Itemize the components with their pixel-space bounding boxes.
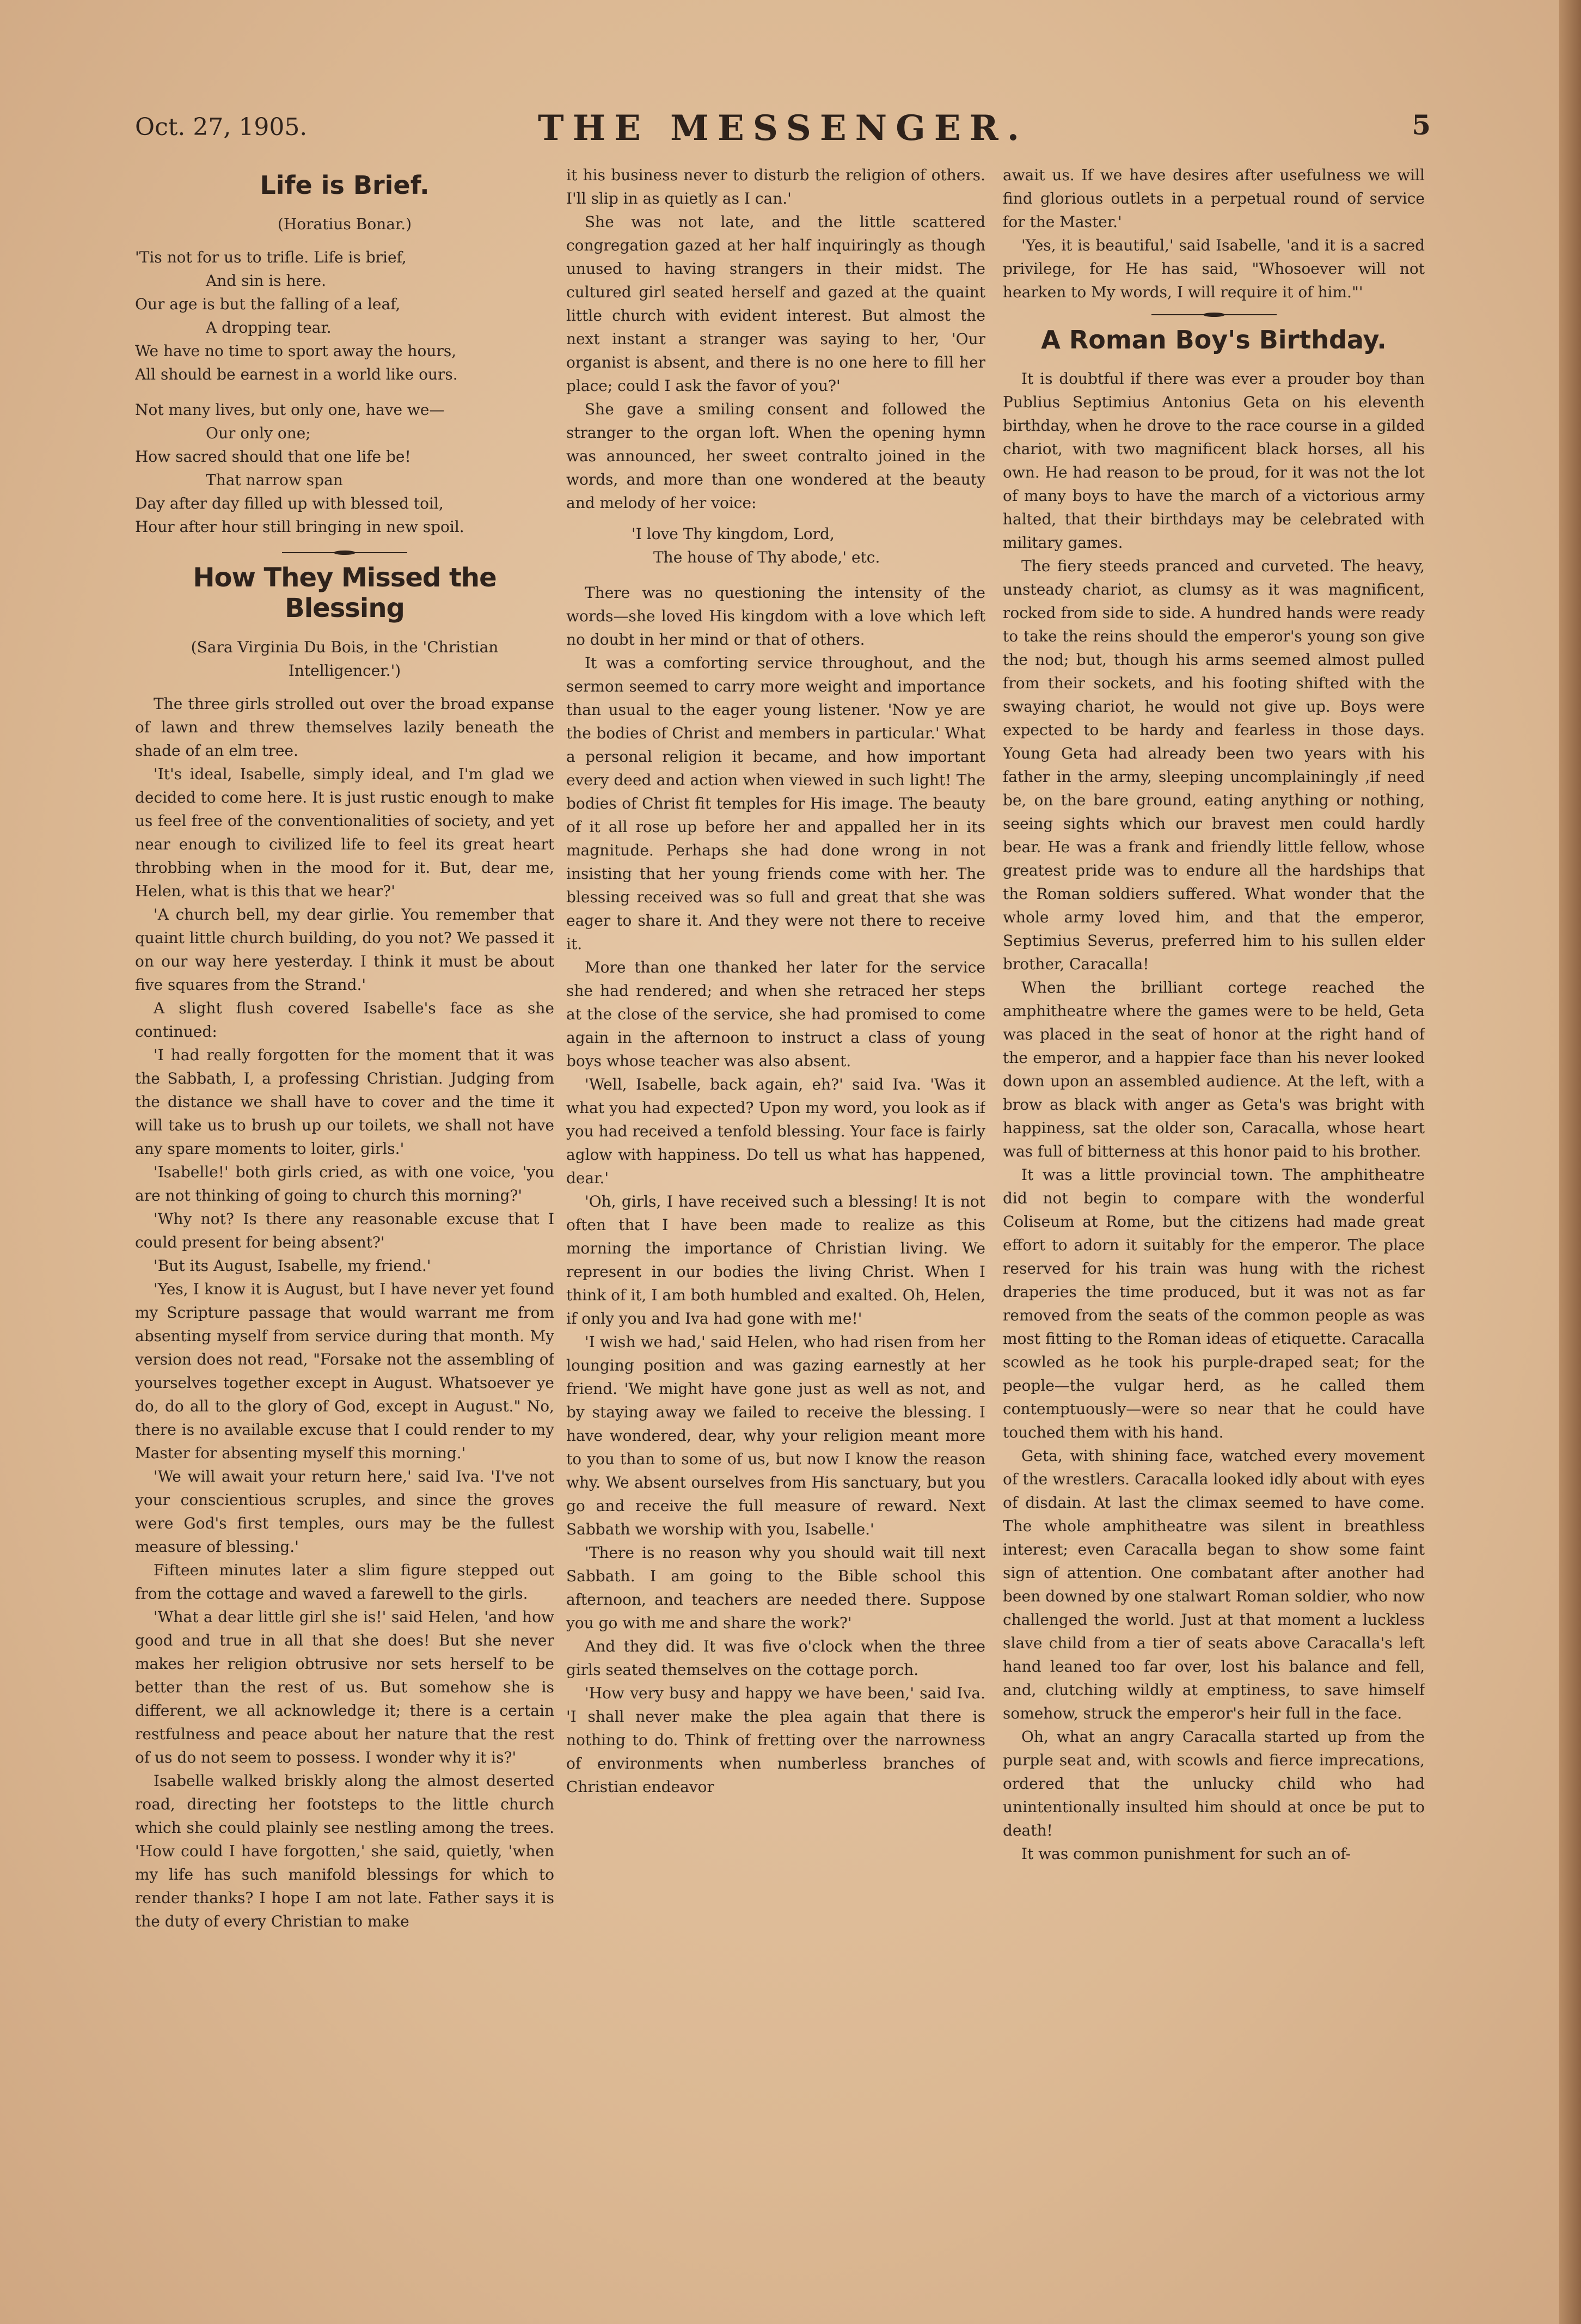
poem-line: Hour after hour still bringing in new spoil. (135, 518, 464, 536)
paragraph: 'I wish we had,' said Helen, who had risen from her lounging position and was gazing earnestly at her friend. 'We might have gone just as well as not, and by staying away we failed to receive the blessing. I have wondered, dear, why your religion meant more to you than to some of us, but now I know the reason why. We absent ourselves from His sanctuary, but you go and receive the full measure of reward. Next Sabbath we worship with you, Isabelle.' (566, 1333, 985, 1538)
paragraph: It was a comforting service throughout, and the sermon seemed to carry more weight and importance than usual to the eager young listener. 'Now ye are the bodies of Christ and members in particular.' What a personal religion it became, and how important every deed and action when viewed in such light! The bodies of Christ fit temples for His image. The beauty of it all rose up before her and appalled her in its magnitude. Perhaps she had done wrong in not insisting that her young friends come with her. The blessing received was so full and great that she was eager to share it. And they were not there to receive it. (566, 654, 985, 953)
paragraph: There was no questioning the intensity of the words—she loved His kingdom with a love which left no doubt in her mind or that of others. (566, 584, 985, 649)
paragraph: await us. If we have desires after usefulness we will find glorious outlets in a perpetual round of service for the Master.' (1003, 166, 1425, 231)
column-2 (566, 163, 985, 2156)
paragraph: 'We will await your return here,' said Iva. 'I've not your conscientious scruples, and since the groves were God's first temples, ours may be the fullest measure of blessing.' (135, 1467, 554, 1556)
issue-date: Oct. 27, 1905. (135, 113, 308, 141)
paragraph: 'Yes, it is beautiful,' said Isabelle, 'and it is a sacred privilege, for He has said, "Whosoever will not hearken to My words, I will require it of him."' (1003, 236, 1425, 301)
poem-line: How sacred should that one life be! (135, 448, 411, 466)
article-title: A Roman Boy's Birthday. (1041, 325, 1387, 354)
poem-line: And sin is here. (206, 272, 327, 290)
paragraph: 'Oh, girls, I have received such a blessing! It is not often that I have been made to realize as this morning the importance of Christian living. We represent in our bodies the living Christ. When I think of it, I am both humbled and exalted. Oh, Helen, if only you and Iva had gone with me!' (566, 1192, 985, 1328)
poem-line: Not many lives, but only one, have we— (135, 401, 445, 419)
paragraph: More than one thanked her later for the service she had rendered; and when she retraced her steps at the close of the service, she had promised to come again in the afternoon to instruct a class of young boys whose teacher was also absent. (566, 958, 985, 1070)
poem-body (135, 246, 554, 539)
paragraph: Isabelle walked briskly along the almost deserted road, directing her footsteps to the little church which she could plainly see nestling among the trees. 'How could I have forgotten,' she said, quietly, 'when my life has such manifold blessings for which to render thanks? I hope I am not late. Father says it is the duty of every Christian to make (135, 1772, 554, 1930)
paragraph: 'Well, Isabelle, back again, eh?' said Iva. 'Was it what you had expected? Upon my word, you look as if you had received a tenfold blessing. Your face is fairly aglow with happiness. Do tell us what has happened, dear.' (566, 1075, 985, 1187)
paragraph: 'Yes, I know it is August, but I have never yet found my Scripture passage that would warrant me from absenting myself from service during that month. My version does not read, "Forsake not the assembling of yourselves together except in August. Whatsoever ye do, do all to the glory of God, except in August." No, there is no available excuse that I could render to my Master for absenting myself this morning.' (135, 1280, 554, 1462)
paragraph: 'What a dear little girl she is!' said Helen, 'and how good and true in all that she does! But she never makes her religion obtrusive nor sets herself to be better than the rest of us. But somehow she is different, we all acknowledge it; there is a certain restfulness and peace about her nature that the rest of us do not seem to possess. I wonder why it is?' (135, 1608, 554, 1766)
paragraph: it his business never to disturb the religion of others. I'll slip in as quietly as I can.' (566, 166, 985, 207)
section-divider-ornament (282, 551, 407, 555)
poem-line: Day after day filled up with blessed toil, (135, 494, 444, 512)
hymn-line: The house of Thy abode,' etc. (653, 548, 880, 566)
article-title: How They Missed the Blessing (193, 562, 497, 623)
poem-line: Our only one; (206, 424, 311, 442)
article-author: (Sara Virginia Du Bois, in the 'Christian Intelligencer.') (191, 638, 499, 680)
paragraph: It was a little provincial town. The amphitheatre did not begin to compare with the wonderful Coliseum at Rome, but the citizens had made great effort to adorn it suitably for the emperor. The place reserved for his train was hung with the richest draperies the time produced, but it was not as far removed from the seats of the common people as was most fitting to the Roman ideas of etiquette. Caracalla scowled as he took his purple-draped seat; for the people—the vulgar herd, as he called them contemptuously—were so near that he could have touched them with his hand. (1003, 1166, 1425, 1441)
paragraph: It was common punishment for such an of- (1021, 1845, 1351, 1863)
paragraph: 'How very busy and happy we have been,' said Iva. 'I shall never make the plea again that there is nothing to do. Think of fretting over the narrowness of environments when numberless branches of Christian endeavor (566, 1684, 985, 1796)
paragraph: 'But its August, Isabelle, my friend.' (154, 1257, 431, 1275)
paragraph: She gave a smiling consent and followed the stranger to the organ loft. When the opening hymn was announced, her sweet contralto joined in the words, and more than one wondered at the beauty and melody of her voice: (566, 400, 985, 512)
poem-line: All should be earnest in a world like ours. (135, 365, 458, 383)
paragraph: When the brilliant cortege reached the amphitheatre where the games were to be held, Geta was placed in the seat of honor at the right hand of the emperor, and a happier face than his never looked down upon an assembled audience. At the left, with a brow as black with anger as Geta's was bright with happiness, sat the older son, Caracalla, whose heart was full of bitterness at this honor paid to his brother. (1003, 978, 1425, 1160)
paragraph: She was not late, and the little scattered congregation gazed at her half inquiringly as though unused to having strangers in their midst. The cultured girl seated herself and gazed at the quaint little church with evident interest. But almost the next instant a stranger was saying to her, 'Our organist is absent, and there is no one here to fill her place; could I ask the favor of you?' (566, 213, 985, 395)
poem-line: 'Tis not for us to trifle. Life is brief, (135, 248, 407, 266)
paragraph: And they did. It was five o'clock when the three girls seated themselves on the cottage porch. (566, 1637, 985, 1679)
column-3 (1003, 163, 1425, 2156)
paragraph: A slight flush covered Isabelle's face as she continued: (135, 999, 554, 1041)
paragraph: 'There is no reason why you should wait till next Sabbath. I am going to the Bible school this afternoon, and teachers are needed there. Suppose you go with me and share the work?' (566, 1544, 985, 1632)
paragraph: 'Why not? Is there any reasonable excuse that I could present for being absent?' (135, 1210, 554, 1251)
paragraph: It is doubtful if there was ever a prouder boy than Publius Septimius Antonius Geta on his eleventh birthday, when he drove to the race course in a gilded chariot, with two magnificent black horses, all his own. He had reason to be proud, for it was not the lot of many boys to have the march of a victorious army halted, that their birthdays may be celebrated with military games. (1003, 370, 1425, 552)
poem-line: Our age is but the falling of a leaf, (135, 295, 401, 313)
poem-author: (Horatius Bonar.) (277, 215, 412, 233)
poem-line: That narrow span (206, 471, 343, 489)
poem-line: A dropping tear. (206, 319, 332, 337)
paragraph: Oh, what an angry Caracalla started up from the purple seat and, with scowls and fierce imprecations, ordered that the unlucky child who had unintentionally insulted him should at once be put to death! (1003, 1728, 1425, 1839)
paragraph: Fifteen minutes later a slim figure stepped out from the cottage and waved a farewell to the girls. (135, 1561, 554, 1603)
hymn-quote (566, 522, 985, 569)
page-header (135, 103, 1431, 152)
paragraph: The fiery steeds pranced and curveted. The heavy, unsteady chariot, as clumsy as it was magnificent, rocked from side to side. A hundred hands were ready to take the reins should the emperor's young son give the nod; but, though his arms seemed almost pulled from their sockets, and his footing shifted with the swaying chariot, he would not give up. Boys were expected to be hardy and fearless in those days. Young Geta had already been two years with his father in the army, sleeping uncomplainingly ,if need be, on the bare ground, eating anything or nothing, seeing sights which our bravest men could hardly bear. He was a frank and friendly little fellow, whose greatest pride was to endure all the hardships that the Roman soldiers suffered. What wonder that the whole army loved him, and that the emperor, Septimius Severus, preferred him to his sullen elder brother, Caracalla! (1003, 557, 1425, 973)
section-divider-ornament (1151, 313, 1277, 317)
poem-line: We have no time to sport away the hours, (135, 342, 457, 360)
page-number: 5 (1412, 109, 1431, 141)
masthead-title: THE MESSENGER. (538, 108, 1028, 149)
poem-stanza (135, 398, 554, 539)
paragraph: 'A church bell, my dear girlie. You remember that quaint little church building, do you not? We passed it on our way here yesterday. I think it must be about five squares from the Strand.' (135, 906, 554, 994)
paragraph: 'It's ideal, Isabelle, simply ideal, and I'm glad we decided to come here. It is just rustic enough to make us feel free of the conventionalities of society, and yet near enough to civilized life to feel its great heart throbbing when in the mood for it. But, dear me, Helen, what is this that we hear?' (135, 765, 554, 900)
poem-title: Life is Brief. (260, 170, 430, 200)
article-body-col1 (135, 692, 554, 1933)
paragraph: The three girls strolled out over the broad expanse of lawn and threw themselves lazily beneath the shade of an elm tree. (135, 695, 554, 760)
column-1 (135, 163, 554, 2156)
paragraph: Geta, with shining face, watched every movement of the wrestlers. Caracalla looked idly about with eyes of disdain. At last the climax seemed to have come. The whole amphitheatre was silent in breathless interest; even Caracalla began to show some faint sign of attention. One combatant after another had been downed by one stalwart Roman soldier, who now challenged the world. Just at that moment a luckless slave child from a tier of seats above Caracalla's left hand leaned too far over, lost his balance and fell, and, clutching wildly at emptiness, to save himself somehow, struck the emperor's heir full in the face. (1003, 1447, 1425, 1722)
page-edge (1559, 0, 1581, 2324)
paragraph: 'Isabelle!' both girls cried, as with one voice, 'you are not thinking of going to church this morning?' (135, 1163, 554, 1204)
paragraph: 'I had really forgotten for the moment that it was the Sabbath, I, a professing Christian. Judging from the distance we shall have to cover and the time it will take us to brush up our toilets, we shall not have any spare moments to loiter, girls.' (135, 1046, 554, 1158)
poem-stanza (135, 246, 554, 386)
hymn-line: 'I love Thy kingdom, Lord, (632, 525, 835, 543)
